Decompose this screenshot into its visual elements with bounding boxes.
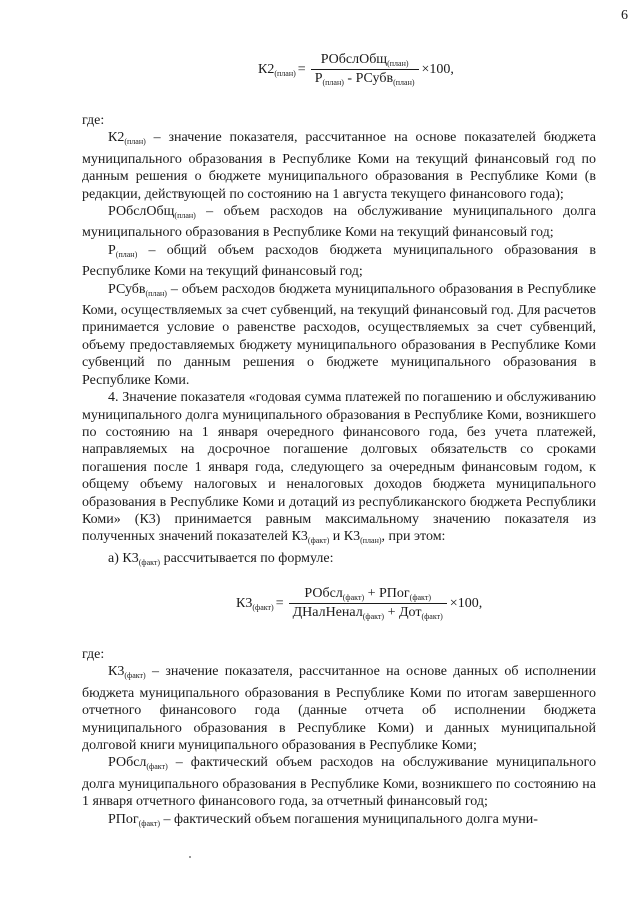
page-number: 6: [621, 8, 628, 23]
formula-k2: $К2_{(план)}$ = $\frac{РОбслОбщ_{(план)}}{Р_{(план)} - РСубв_{(план)}}$ ×100,: [258, 52, 454, 87]
text-block-2: [82, 646, 596, 832]
where-label-2: где:: [82, 647, 105, 662]
where-label: где:: [82, 113, 105, 128]
formula-k2-fraction: $\frac{РОбслОбщ_{(план)}}{Р_{(план)} - РСубв_{(план)}}$: [311, 52, 419, 87]
def-rpog-fakt: РПог$_{(факт)}$ – фактический объем погашения муниципального долга муни-: [108, 811, 538, 828]
formula-k3-lhs: $К3_{(факт)}$: [236, 595, 274, 612]
def-k2: $К2_{(план)}$ – значение показателя, рассчитанное на основе показателей бюджета муниципального образования в Республике Коми на текущий финансовый год по данным решения о бюджете муниципального образования в Республике Коми (в редакции, действующей по состоянию на 1 августа текущего финансового года);: [82, 130, 596, 202]
formula-k3-fraction: $\frac{РОбсл_{(факт)} + РПог_{(факт)}}{ДНалНенал_{(факт)} + Дот_{(факт)}}$: [289, 586, 447, 621]
item-4: 4. Значение показателя «годовая сумма платежей по погашению и обслуживанию муниципального долга муниципального образования в Республике Коми, возникшего по состоянию на 1 января очередного финансового года, без учета платежей, направляемых на досрочное погашение долговых обязательств со сроками погашения после 1 января года, следующего за очередным финансовым годом, к общему объему налоговых и неналоговых доходов бюджета муниципального образования в Республике Коми и дотаций из республиканского бюджета Республики Коми» (К3) принимается равным максимальному значению показателя из полученных значений показателей $К3_{(факт)}$ и $К3_{(план)}$, при этом:: [82, 390, 596, 546]
text-block-1: [82, 112, 596, 571]
def-rsubv: РСубв$_{(план)}$ – объем расходов бюджета муниципального образования в Республике Коми, осуществляемых за счет субвенций, на текущий финансовый год. Для расчетов принимается условие о равенстве расходов, осуществляемых за счет субвенций, объему предоставляемых бюджету муниципального образования в Республике Коми субвенций по данным решения о бюджете муниципального образования в Республике Коми.: [82, 281, 596, 388]
scan-speck: [189, 856, 191, 858]
formula-k3: $К3_{(факт)}$ = $\frac{РОбсл_{(факт)} + РПог_{(факт)}}{ДНалНенал_{(факт)} + Дот_{(факт)}}$ ×100,: [236, 586, 483, 621]
def-r-plan: $Р_{(план)}$ – общий объем расходов бюджета муниципального образования в Республике Коми на текущий финансовый год;: [82, 242, 596, 280]
item-4a: а) $К3_{(факт)}$ рассчитывается по формуле:: [108, 550, 334, 567]
def-robsl-fakt: РОбсл$_{(факт)}$ – фактический объем расходов на обслуживание муниципального долга муниципального образования в Республике Коми, возникшего по состоянию на 1 января отчетного финансового года, за отчетный финансовый год;: [82, 755, 596, 810]
def-k3-fakt: $К3_{(факт)}$ – значение показателя, рассчитанное на основе данных об исполнении бюджета муниципального образования в Республике Коми по итогам завершенного отчетного финансового года (данные отчета об исполнении бюджета муниципального образования в Республике Коми) и данных муниципальной долговой книги муниципального образования в Республике Коми;: [82, 664, 596, 754]
formula-k2-lhs: $К2_{(план)}$: [258, 61, 296, 78]
def-robsl-obsh: РОбслОбщ$_{(план)}$ – объем расходов на обслуживание муниципального долга муниципального образования в Республике Коми на текущий финансовый год;: [82, 204, 596, 241]
